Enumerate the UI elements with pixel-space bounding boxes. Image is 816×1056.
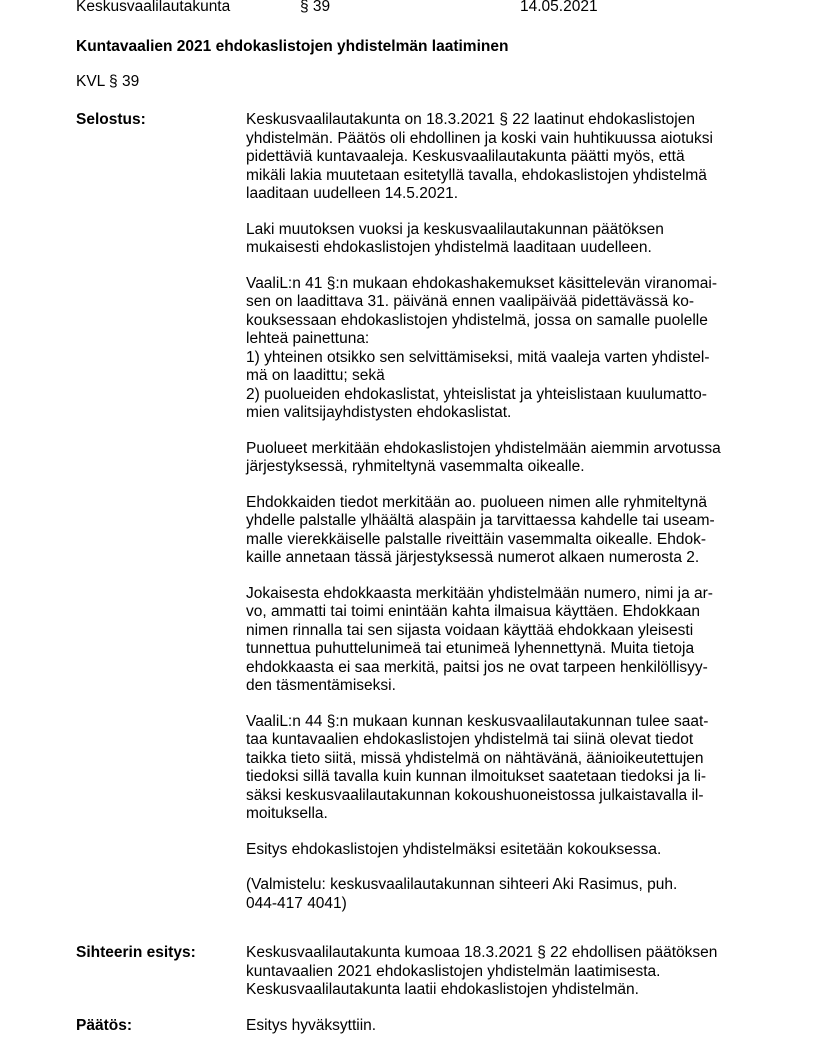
text-line: moituksella. <box>246 805 328 822</box>
text-line: laaditaan uudelleen 14.5.2021. <box>246 185 459 202</box>
text-line: tiedoksi sillä tavalla kuin kunnan ilmoitukset saatetaan tiedoksi ja li- <box>246 768 707 785</box>
document-title: Kuntavaalien 2021 ehdokaslistojen yhdistelmän laatiminen <box>76 38 509 55</box>
text-line: Puolueet merkitään ehdokaslistojen yhdistelmään aiemmin arvotussa <box>246 439 721 457</box>
header-section: § 39 <box>300 0 331 15</box>
text-line: mä on laadittu; sekä <box>246 367 385 384</box>
document-header <box>76 0 776 18</box>
sihteerin-esitys-label: Sihteerin esitys: <box>76 944 196 961</box>
text-line: sen on laadittava 31. päivänä ennen vaalipäivää pidettävässä ko- <box>246 293 695 310</box>
text-line: säksi keskusvaalilautakunnan kokoushuoneistossa julkaistavalla il- <box>246 786 704 804</box>
text-line: 2) puolueiden ehdokaslistat, yhteislistat ja yhteislistaan kuulumatto- <box>246 385 707 403</box>
text-line: Jokaisesta ehdokkaasta merkitään yhdistelmään numero, nimi ja ar- <box>246 584 713 602</box>
text-line: Keskusvaalilautakunta laatii ehdokaslistojen yhdistelmän. <box>246 981 639 998</box>
text-line: VaaliL:n 41 §:n mukaan ehdokashakemukset käsittelevän viranomai- <box>246 274 718 292</box>
selostus-paragraph <box>246 841 741 860</box>
selostus-label: Selostus: <box>76 111 146 128</box>
text-line: Keskusvaalilautakunta on 18.3.2021 § 22 laatinut ehdokaslistojen <box>246 111 695 128</box>
sihteerin-esitys-body <box>246 944 741 1000</box>
text-line: yhdelle palstalle ylhäältä alaspäin ja tarvittaessa kahdelle tai useam- <box>246 512 715 529</box>
selostus-paragraph <box>246 494 741 568</box>
text-line: lehteä painettuna: <box>246 330 370 347</box>
paatos-label: Päätös: <box>76 1017 132 1034</box>
selostus-paragraph <box>246 713 741 824</box>
text-line: yhdistelmän. Päätös oli ehdollinen ja koski vain huhtikuussa aiotuksi <box>246 129 713 147</box>
header-date: 14.05.2021 <box>520 0 598 15</box>
header-committee: Keskusvaalilautakunta <box>76 0 231 15</box>
text-line: malle vierekkäiselle palstalle riveittäin vasemmalta oikealle. Ehdok- <box>246 530 707 548</box>
selostus-paragraph <box>246 221 741 258</box>
text-line: pidettäviä kuntavaaleja. Keskusvaalilautakunta päätti myös, että <box>246 148 685 165</box>
text-line: järjestyksessä, ryhmiteltynä vasemmalta oikealle. <box>246 458 585 475</box>
text-line: Laki muutoksen vuoksi ja keskusvaalilautakunnan päätöksen <box>246 220 664 238</box>
text-line: Ehdokkaiden tiedot merkitään ao. puolueen nimen alle ryhmiteltynä <box>246 493 707 511</box>
text-line: mien valitsijayhdistysten ehdokaslistat. <box>246 404 512 421</box>
text-line: VaaliL:n 44 §:n mukaan kunnan keskusvaalilautakunnan tulee saat- <box>246 712 709 730</box>
text-line: taikka tieto siitä, missä yhdistelmä on nähtävänä, äänioikeutettujen <box>246 749 704 767</box>
text-line: Keskusvaalilautakunta kumoaa 18.3.2021 § 22 ehdollisen päätöksen <box>246 944 718 961</box>
text-line: mukaisesti ehdokaslistojen yhdistelmä laaditaan uudelleen. <box>246 239 652 256</box>
selostus-paragraph <box>246 440 741 477</box>
selostus-paragraph <box>246 876 741 913</box>
text-line: (Valmistelu: keskusvaalilautakunnan sihteeri Aki Rasimus, puh. <box>246 876 678 893</box>
text-line: 044-417 4041) <box>246 894 347 912</box>
text-line: mikäli lakia muutetaan esitetyllä tavalla, ehdokaslistojen yhdistelmä <box>246 166 707 184</box>
text-line: Esitys ehdokaslistojen yhdistelmäksi esitetään kokouksessa. <box>246 840 662 858</box>
selostus-paragraph <box>246 585 741 696</box>
text-line: tunnettua puhuttelunimeä tai etunimeä lyhennettynä. Muita tietoja <box>246 640 695 657</box>
selostus-paragraph <box>246 111 741 204</box>
selostus-body <box>246 111 741 930</box>
text-line: den täsmentämiseksi. <box>246 677 396 694</box>
text-line: kaille annetaan tässä järjestyksessä numerot alkaen numerosta 2. <box>246 549 700 566</box>
text-line: ehdokkaasta ei saa merkitä, paitsi jos ne ovat tarpeen henkilöllisyy- <box>246 658 708 676</box>
selostus-paragraph <box>246 275 741 423</box>
reference-code: KVL § 39 <box>76 73 140 90</box>
text-line: nimen rinnalla tai sen sijasta voidaan käyttää ehdokkaan yleisesti <box>246 621 694 639</box>
text-line: kouksessaan ehdokaslistojen yhdistelmä, jossa on samalle puolelle <box>246 311 708 329</box>
text-line: Esitys hyväksyttiin. <box>246 1017 377 1034</box>
text-line: 1) yhteinen otsikko sen selvittämiseksi, mitä vaaleja varten yhdistel- <box>246 348 710 366</box>
text-line: taa kuntavaalien ehdokaslistojen yhdistelmä tai siinä olevat tiedot <box>246 731 694 748</box>
paatos-body <box>246 1017 741 1036</box>
text-line: kuntavaalien 2021 ehdokaslistojen yhdistelmän laatimisesta. <box>246 962 661 980</box>
text-line: vo, ammatti tai toimi enintään kahta ilmaisua käyttäen. Ehdokkaan <box>246 603 701 620</box>
